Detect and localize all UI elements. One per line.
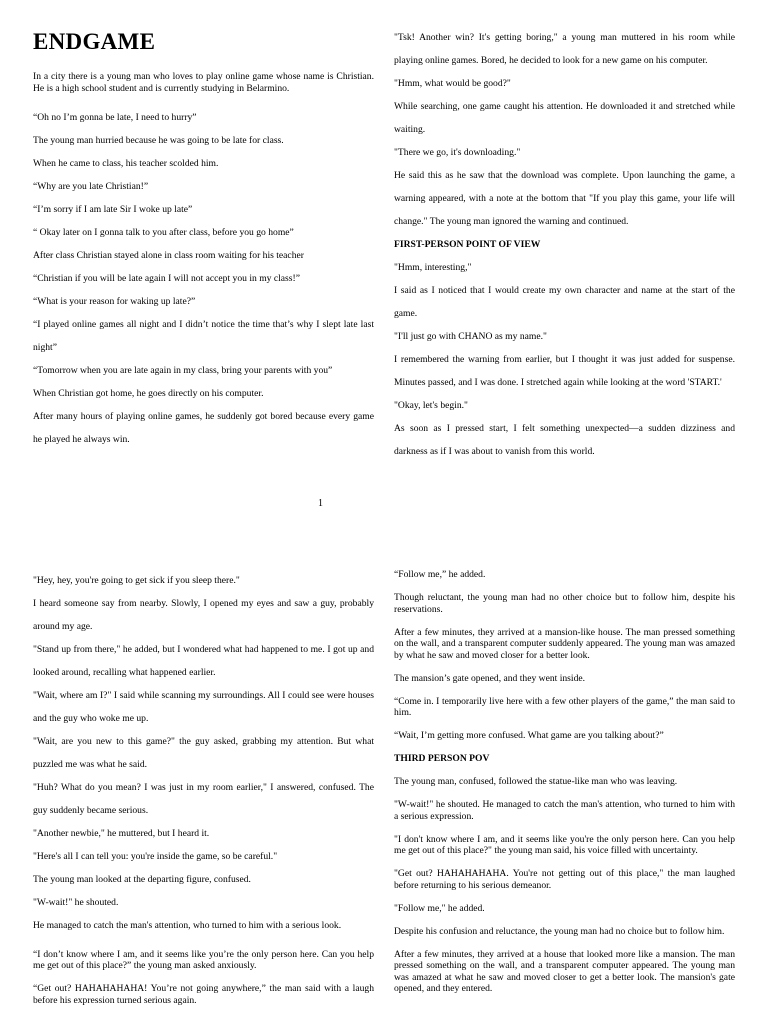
paragraph: After a few minutes, they arrived at a house that looked more like a mansion. The man pressed something on the wall, and a transparent computer appeared. The young man was amazed at what he saw and moved closer to get a better look. The mansion's gate opened, and they entered. [394,948,735,994]
paragraph: Though reluctant, the young man had no other choice but to follow him, despite his reservations. [394,592,735,615]
paragraph: "Stand up from there," he added, but I wondered what had happened to me. I got up and looked around, recalling what happened earlier. [33,644,374,678]
paragraph: “Get out? HAHAHAHAHA! You’re not going anywhere,” the man said with a laugh before his expression turned serious again. [33,983,374,1006]
paragraph: I heard someone say from nearby. Slowly, I opened my eyes and saw a guy, probably around my age. [33,598,374,632]
paragraph: “Oh no I’m gonna be late, I need to hurry” [33,111,197,123]
paragraph: "I don't know where I am, and it seems like you're the only person here. Can you help me get out of this place?" the young man said, his voice filled with uncertainty. [394,833,735,856]
paragraph: “What is your reason for waking up late?” [33,295,196,307]
section-heading: FIRST-PERSON POINT OF VIEW [394,239,541,250]
paragraph: "Hmm, what would be good?" [394,78,511,89]
paragraph: "Hmm, interesting," [394,262,472,273]
paragraph: "Wait, are you new to this game?" the guy asked, grabbing my attention. But what puzzled me was what he said. [33,736,374,770]
page-2-right-column [394,569,735,995]
paragraph: "Okay, let's begin." [394,400,468,411]
paragraph: The mansion’s gate opened, and they went inside. [394,672,586,684]
paragraph: “Follow me,” he added. [394,569,486,580]
paragraph: After a few minutes, they arrived at a mansion-like house. The man pressed something on the wall, and a transparent computer suddenly appeared. The young man was amazed by what he saw and moved closer for a better look. [394,626,735,661]
paragraph: While searching, one game caught his attention. He downloaded it and stretched while waiting. [394,101,735,135]
paragraph: I remembered the warning from earlier, but I thought it was just added for suspense. Minutes passed, and I was done. I stretched again while looking at the word 'START.' [394,354,735,388]
paragraph: When he came to class, his teacher scolded him. [33,157,219,169]
paragraph: “I don’t know where I am, and it seems like you’re the only person here. Can you help me get out of this place?” the young man asked anxiously. [33,948,374,971]
paragraph: “ Okay later on I gonna talk to you after class, before you go home” [33,226,294,238]
paragraph: "Tsk! Another win? It's getting boring," a young man muttered in his room while playing online games. Bored, he decided to look for a new game on his computer. [394,32,735,66]
paragraph: “Wait, I’m getting more confused. What game are you talking about?” [394,730,664,741]
page-1-left-column [33,30,374,451]
section-heading: THIRD PERSON POV [394,753,490,764]
paragraph: "W-wait!" he shouted. He managed to catch the man's attention, who turned to him with a serious expression. [394,799,735,822]
paragraph: When Christian got home, he goes directly on his computer. [33,387,264,399]
paragraph: "Huh? What do you mean? I was just in my room earlier," I answered, confused. The guy suddenly became serious. [33,782,374,816]
paragraph: "Get out? HAHAHAHAHA. You're not getting out of this place," the man laughed before returning to his serious demeanor. [394,868,735,891]
paragraph: "I'll just go with CHANO as my name." [394,331,547,342]
paragraph: "W-wait!" he shouted. [33,897,119,908]
paragraph: After class Christian stayed alone in class room waiting for his teacher [33,249,304,261]
paragraph: “Come in. I temporarily live here with a few other players of the game,” the man said to him. [394,695,735,718]
paragraph: “Tomorrow when you are late again in my class, bring your parents with you” [33,364,333,376]
paragraph: "Hey, hey, you're going to get sick if you sleep there." [33,575,240,586]
paragraph: "Wait, where am I?" I said while scanning my surroundings. All I could see were houses and the guy who woke me up. [33,690,374,724]
paragraph: “Why are you late Christian!” [33,180,149,192]
paragraph: "Another newbie," he muttered, but I heard it. [33,828,210,839]
paragraph: The young man hurried because he was going to be late for class. [33,134,284,146]
paragraph: In a city there is a young man who loves to play online game whose name is Christian. He is a high school student and is currently studying in Belarmino. [33,71,374,94]
page-2-left-column [33,569,374,1006]
paragraph: “I played online games all night and I didn’t notice the time that’s why I slept late last night” [33,318,374,353]
paragraph: As soon as I pressed start, I felt something unexpected—a sudden dizziness and darkness as if I was about to vanish from this world. [394,423,735,457]
page-1-right-column [394,26,735,463]
paragraph: "Follow me," he added. [394,902,485,914]
paragraph: Despite his confusion and reluctance, the young man had no choice but to follow him. [394,925,725,937]
paragraph: The young man looked at the departing figure, confused. [33,874,251,885]
paragraph: I said as I noticed that I would create my own character and name at the start of the game. [394,285,735,319]
paragraph: “Christian if you will be late again I will not accept you in my class!” [33,272,300,284]
paragraph: "Here's all I can tell you: you're inside the game, so be careful." [33,851,278,862]
page-number: 1 [318,498,323,509]
paragraph: He managed to catch the man's attention, who turned to him with a serious look. [33,920,342,931]
paragraph: After many hours of playing online games, he suddenly got bored because every game he played he always win. [33,410,374,445]
story-title: ENDGAME [33,29,156,54]
paragraph: The young man, confused, followed the statue-like man who was leaving. [394,776,678,787]
paragraph: “I’m sorry if I am late Sir I woke up late” [33,203,193,215]
paragraph: He said this as he saw that the download was complete. Upon launching the game, a warning appeared, with a note at the bottom that "If you play this game, your life will change." The young man ignored the warning and continued. [394,170,735,227]
paragraph: "There we go, it's downloading." [394,147,521,158]
